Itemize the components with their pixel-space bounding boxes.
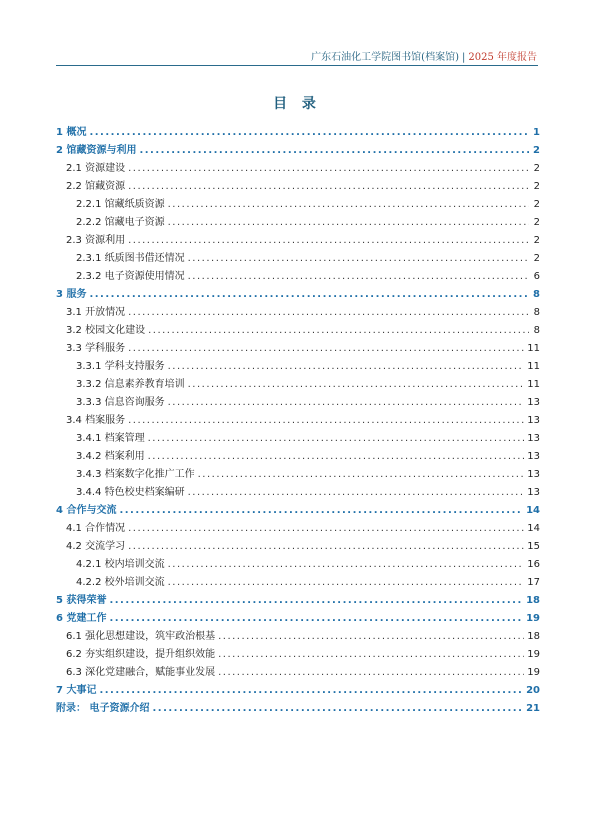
toc-entry[interactable] xyxy=(56,124,540,142)
toc-entry-title: 1 概况 xyxy=(56,127,87,138)
toc-entry-page-number: 18 xyxy=(526,595,540,606)
toc-entry-title: 4 合作与交流 xyxy=(56,505,117,516)
toc-entry[interactable] xyxy=(56,466,540,484)
toc-leader-dots xyxy=(168,394,525,412)
toc-entry[interactable] xyxy=(56,376,540,394)
toc-leader-dots xyxy=(168,574,525,592)
toc-entry-title: 3.4 档案服务 xyxy=(66,415,126,426)
toc-leader-dots xyxy=(152,700,523,718)
toc-entry[interactable] xyxy=(56,574,540,592)
toc-entry-title: 2.1 资源建设 xyxy=(66,163,126,174)
toc-title: 目 录 xyxy=(273,96,321,112)
toc-leader-dots xyxy=(148,448,525,466)
table-of-contents xyxy=(56,124,540,718)
toc-entry-title: 3.3.2 信息素养教育培训 xyxy=(76,379,185,390)
toc-entry-page-number: 11 xyxy=(527,343,540,354)
toc-leader-dots xyxy=(89,124,529,142)
toc-entry-page-number: 14 xyxy=(526,505,540,516)
header-report-title: 2025 年度报告 xyxy=(468,52,537,63)
toc-entry-page-number: 19 xyxy=(527,649,540,660)
toc-entry-title: 附录： 电子资源介绍 xyxy=(56,703,150,714)
toc-entry-page-number: 11 xyxy=(527,361,540,372)
toc-leader-dots xyxy=(218,646,524,664)
toc-entry-title: 6 党建工作 xyxy=(56,613,107,624)
toc-entry[interactable] xyxy=(56,556,540,574)
toc-entry[interactable] xyxy=(56,520,540,538)
toc-entry[interactable] xyxy=(56,232,540,250)
toc-entry-title: 3.4.4 特色校史档案编研 xyxy=(76,487,185,498)
toc-leader-dots xyxy=(148,430,525,448)
toc-leader-dots xyxy=(218,664,524,682)
toc-entry-page-number: 13 xyxy=(527,415,540,426)
toc-entry[interactable] xyxy=(56,394,540,412)
toc-leader-dots xyxy=(128,160,529,178)
toc-entry-title: 7 大事记 xyxy=(56,685,97,696)
toc-entry-title: 6.3 深化党建融合，赋能事业发展 xyxy=(66,667,216,678)
toc-entry-page-number: 13 xyxy=(527,433,540,444)
toc-entry-page-number: 13 xyxy=(527,487,540,498)
toc-entry-title: 3.2 校园文化建设 xyxy=(66,325,146,336)
toc-entry-title: 5 获得荣誉 xyxy=(56,595,107,606)
toc-entry-page-number: 2 xyxy=(533,163,540,174)
toc-entry-page-number: 6 xyxy=(533,271,540,282)
toc-entry-page-number: 2 xyxy=(533,253,540,264)
toc-leader-dots xyxy=(128,232,529,250)
toc-entry-title: 4.2 交流学习 xyxy=(66,541,126,552)
toc-entry[interactable] xyxy=(56,538,540,556)
toc-entry[interactable] xyxy=(56,700,540,718)
toc-entry[interactable] xyxy=(56,160,540,178)
toc-leader-dots xyxy=(188,250,529,268)
toc-entry-page-number: 19 xyxy=(526,613,540,624)
toc-entry-title: 2.3.2 电子资源使用情况 xyxy=(76,271,185,282)
toc-entry-page-number: 21 xyxy=(526,703,540,714)
toc-entry[interactable] xyxy=(56,142,540,160)
page-header xyxy=(311,48,537,63)
toc-entry[interactable] xyxy=(56,304,540,322)
toc-leader-dots xyxy=(148,322,529,340)
toc-entry-page-number: 2 xyxy=(533,181,540,192)
toc-leader-dots xyxy=(188,484,525,502)
toc-entry-page-number: 13 xyxy=(527,397,540,408)
toc-entry-title: 3.4.1 档案管理 xyxy=(76,433,145,444)
toc-entry-page-number: 18 xyxy=(527,631,540,642)
toc-entry-page-number: 15 xyxy=(527,541,540,552)
toc-entry-page-number: 8 xyxy=(533,325,540,336)
toc-entry-page-number: 2 xyxy=(533,145,540,156)
toc-entry-page-number: 14 xyxy=(527,523,540,534)
toc-leader-dots xyxy=(168,358,525,376)
toc-entry-title: 3.3.3 信息咨询服务 xyxy=(76,397,165,408)
toc-leader-dots xyxy=(128,412,524,430)
toc-entry[interactable] xyxy=(56,412,540,430)
header-separator: | xyxy=(461,52,466,63)
toc-leader-dots xyxy=(119,502,523,520)
toc-entry-title: 4.2.1 校内培训交流 xyxy=(76,559,165,570)
toc-entry-title: 4.2.2 校外培训交流 xyxy=(76,577,165,588)
toc-entry[interactable] xyxy=(56,286,540,304)
toc-leader-dots xyxy=(188,268,529,286)
toc-entry-title: 3.3.1 学科支持服务 xyxy=(76,361,165,372)
toc-leader-dots xyxy=(188,376,525,394)
toc-entry-title: 4.1 合作情况 xyxy=(66,523,126,534)
toc-entry-page-number: 2 xyxy=(533,217,540,228)
toc-entry-title: 2.3 资源利用 xyxy=(66,235,126,246)
toc-entry-title: 3.3 学科服务 xyxy=(66,343,126,354)
toc-leader-dots xyxy=(198,466,525,484)
toc-entry-page-number: 17 xyxy=(527,577,540,588)
toc-entry-page-number: 19 xyxy=(527,667,540,678)
toc-entry-title: 3.1 开放情况 xyxy=(66,307,126,318)
toc-leader-dots xyxy=(218,628,524,646)
toc-entry[interactable] xyxy=(56,664,540,682)
toc-entry-page-number: 8 xyxy=(533,289,540,300)
toc-entry[interactable] xyxy=(56,628,540,646)
toc-entry[interactable] xyxy=(56,322,540,340)
toc-entry[interactable] xyxy=(56,610,540,628)
toc-entry-page-number: 16 xyxy=(527,559,540,570)
toc-entry-title: 2.3.1 纸质图书借还情况 xyxy=(76,253,185,264)
toc-entry-title: 3.4.2 档案利用 xyxy=(76,451,145,462)
toc-entry[interactable] xyxy=(56,646,540,664)
toc-entry[interactable] xyxy=(56,448,540,466)
toc-entry[interactable] xyxy=(56,196,540,214)
toc-entry-page-number: 2 xyxy=(533,199,540,210)
toc-entry-page-number: 13 xyxy=(527,451,540,462)
toc-entry[interactable] xyxy=(56,484,540,502)
toc-leader-dots xyxy=(168,196,529,214)
toc-leader-dots xyxy=(128,340,524,358)
toc-entry[interactable] xyxy=(56,178,540,196)
toc-entry-title: 2.2.2 馆藏电子资源 xyxy=(76,217,165,228)
toc-entry-page-number: 11 xyxy=(527,379,540,390)
toc-entry-title: 2.2.1 馆藏纸质资源 xyxy=(76,199,165,210)
toc-leader-dots xyxy=(168,556,525,574)
toc-leader-dots xyxy=(168,214,529,232)
toc-leader-dots xyxy=(99,682,523,700)
toc-entry-title: 2 馆藏资源与利用 xyxy=(56,145,137,156)
toc-leader-dots xyxy=(109,592,523,610)
toc-entry-page-number: 2 xyxy=(533,235,540,246)
toc-leader-dots xyxy=(109,610,523,628)
toc-entry-title: 6.1 强化思想建设，筑牢政治根基 xyxy=(66,631,216,642)
toc-entry-title: 6.2 夯实组织建设，提升组织效能 xyxy=(66,649,216,660)
header-rule xyxy=(56,65,538,66)
toc-leader-dots xyxy=(128,538,524,556)
toc-entry-page-number: 20 xyxy=(526,685,540,696)
toc-entry-page-number: 1 xyxy=(533,127,540,138)
toc-leader-dots xyxy=(89,286,529,304)
toc-entry[interactable] xyxy=(56,340,540,358)
toc-leader-dots xyxy=(128,520,524,538)
toc-leader-dots xyxy=(128,304,529,322)
toc-entry-page-number: 8 xyxy=(533,307,540,318)
toc-entry[interactable] xyxy=(56,268,540,286)
toc-entry-title: 3 服务 xyxy=(56,289,87,300)
header-org: 广东石油化工学院图书馆(档案馆) xyxy=(311,52,459,63)
toc-leader-dots xyxy=(139,142,529,160)
toc-entry[interactable] xyxy=(56,592,540,610)
toc-entry[interactable] xyxy=(56,430,540,448)
toc-entry[interactable] xyxy=(56,250,540,268)
toc-entry-title: 2.2 馆藏资源 xyxy=(66,181,126,192)
toc-entry[interactable] xyxy=(56,358,540,376)
toc-entry[interactable] xyxy=(56,214,540,232)
toc-entry[interactable] xyxy=(56,682,540,700)
toc-entry-title: 3.4.3 档案数字化推广工作 xyxy=(76,469,195,480)
toc-entry[interactable] xyxy=(56,502,540,520)
toc-leader-dots xyxy=(128,178,529,196)
toc-entry-page-number: 13 xyxy=(527,469,540,480)
